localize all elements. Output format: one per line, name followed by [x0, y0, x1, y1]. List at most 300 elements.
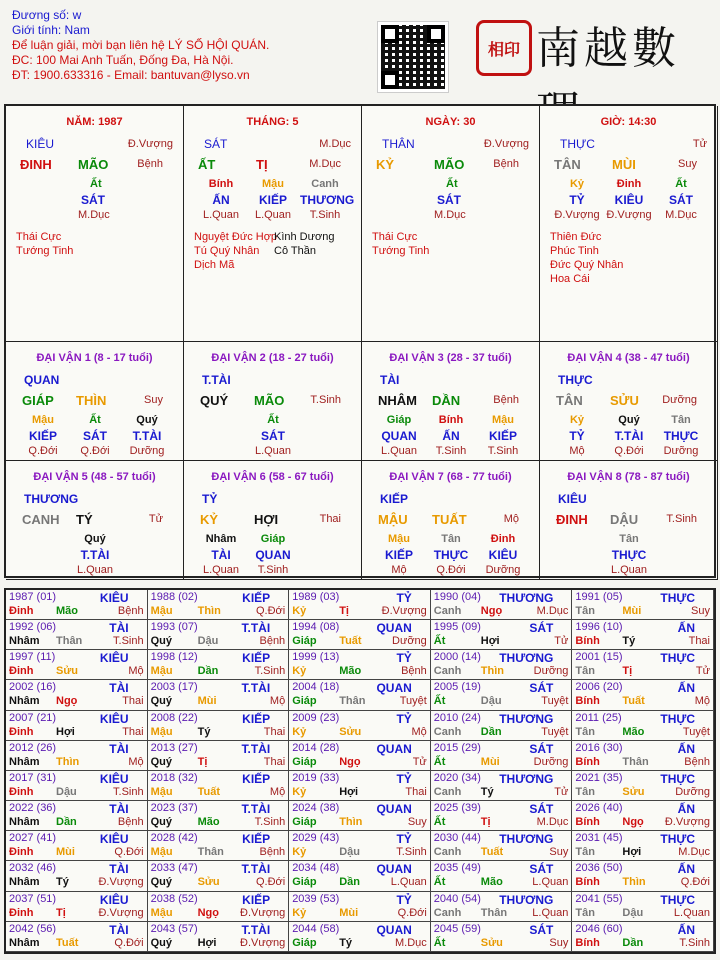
dai-van-hidden-can: Quý: [618, 414, 640, 426]
year-label: 1991 (05): [575, 591, 623, 603]
year-chi: Tị: [56, 906, 66, 919]
year-chi: Tuất: [622, 695, 645, 708]
year-label: 1994 (08): [292, 621, 340, 634]
header-info: [12, 8, 269, 83]
year-phase: T.Sinh: [679, 936, 710, 949]
year-god: QUAN: [376, 741, 412, 756]
year-phase: Dưỡng: [533, 755, 569, 768]
dai-van-6: [184, 461, 362, 580]
year-label: 2007 (21): [9, 711, 57, 724]
year-cell: [148, 680, 290, 710]
year-chi: Tị: [339, 605, 349, 617]
year-label: 2023 (37): [150, 802, 198, 815]
hidden-god: SÁT: [437, 193, 461, 207]
year-can: Canh: [433, 846, 462, 859]
dai-van-god: KIẾP: [380, 492, 409, 506]
year-label: 2020 (34): [433, 771, 481, 784]
year-god: T.TÀI: [241, 922, 271, 937]
hidden-can: Bính: [208, 178, 234, 190]
year-phase: Tử: [695, 665, 710, 678]
year-cell: [572, 831, 714, 861]
dai-van-can: ĐINH: [556, 512, 588, 527]
year-god: ẤN: [677, 802, 695, 817]
hidden-can: Ất: [675, 178, 687, 190]
dai-van-can: KỶ: [200, 512, 219, 527]
dai-van-chi: TÝ: [76, 512, 93, 527]
hidden-god: KIÊU: [614, 193, 644, 207]
year-can: Ất: [433, 755, 446, 768]
dai-van-hidden-phase: Dưỡng: [129, 445, 165, 457]
year-chi: Mùi: [480, 755, 500, 768]
year-can: Kỷ: [292, 846, 307, 859]
year-chi: Mùi: [56, 846, 75, 859]
calligraphy-logo: 南越數: [536, 23, 680, 74]
year-chi: Hợi: [480, 635, 500, 648]
year-phase: Thai: [122, 725, 144, 738]
year-god: TỶ: [396, 591, 412, 605]
pillar-title: NĂM: 1987: [66, 116, 123, 128]
pillar-phase-top: Tử: [692, 138, 707, 150]
year-god: KIẾP: [242, 771, 271, 786]
year-god: TỶ: [396, 832, 412, 847]
year-chi: Thân: [339, 695, 366, 708]
year-can: Giáp: [292, 755, 317, 768]
pillar-can: ĐINH: [20, 157, 52, 172]
year-can: Tân: [575, 665, 595, 678]
year-label: 2000 (14): [433, 651, 481, 664]
year-label: 1987 (01): [9, 591, 57, 603]
pillar-stars: Nguyệt Đức Hợp Tú Quý Nhân Dịch Mã: [194, 231, 278, 271]
year-chi: Tý: [339, 936, 353, 949]
year-god: ẤN: [677, 681, 695, 696]
pillar-ten-god: SÁT: [204, 137, 228, 151]
hidden-can: Kỷ: [569, 178, 585, 190]
dai-van-title: ĐẠI VẬN 3 (28 - 37 tuổi): [389, 352, 512, 364]
year-god: THỰC: [660, 711, 695, 726]
year-can: Bính: [575, 755, 600, 768]
year-cell: [148, 590, 290, 620]
year-phase: L.Quan: [390, 876, 427, 889]
year-god: TÀI: [109, 741, 129, 756]
year-phase: Bệnh: [117, 605, 144, 617]
year-label: 2001 (15): [575, 651, 623, 664]
dai-van-hidden-phase: Q.Đới: [614, 445, 644, 457]
year-label: 2040 (54): [433, 892, 481, 905]
pillar-phase-top: Đ.Vượng: [127, 138, 173, 150]
dai-van-hidden-phase: Q.Đới: [80, 445, 110, 457]
year-can: Mậu: [150, 785, 173, 798]
year-can: Mậu: [150, 906, 173, 919]
dai-van-hidden-phase: Mộ: [391, 564, 407, 576]
dai-van-hidden-can: Ất: [267, 414, 279, 426]
year-chi: Sửu: [622, 785, 645, 798]
year-label: 2030 (44): [433, 832, 481, 845]
dai-van-3: [362, 342, 540, 461]
year-phase: M.Dục: [536, 816, 569, 829]
pillar-chi: MÙI: [612, 157, 636, 172]
dai-van-god: THƯƠNG: [24, 492, 79, 506]
year-phase: Đ.Vượng: [381, 605, 427, 617]
hidden-phase: Đ.Vượng: [554, 209, 600, 221]
year-chi: Hợi: [56, 725, 75, 738]
year-chi: Thìn: [339, 816, 363, 829]
year-phase: Q.Đới: [255, 605, 286, 617]
pillar-title: NGÀY: 30: [425, 116, 476, 128]
year-can: Bính: [575, 816, 600, 829]
year-chi: Ngọ: [339, 755, 361, 768]
year-chi: Tị: [622, 665, 633, 678]
hidden-can: Canh: [311, 178, 339, 190]
year-chi: Tý: [622, 635, 636, 648]
year-label: 1990 (04): [433, 591, 481, 603]
dai-van-hidden-god: TÀI: [211, 548, 231, 562]
year-phase: Dưỡng: [392, 635, 427, 648]
year-cell: [6, 771, 148, 801]
year-chi: Thìn: [56, 755, 80, 768]
year-label: 2008 (22): [150, 711, 198, 724]
pillar-stars: Thái Cực Tướng Tinh: [372, 231, 430, 257]
year-can: Quý: [150, 816, 172, 829]
year-can: Giáp: [292, 695, 317, 708]
hidden-can: Mậu: [262, 178, 284, 190]
dai-van-hidden-phase: L.Quan: [254, 445, 292, 457]
year-phase: L.Quan: [673, 906, 710, 919]
year-phase: L.Quan: [532, 876, 569, 889]
year-god: ẤN: [677, 621, 695, 636]
year-phase: M.Dục: [678, 846, 710, 859]
year-can: Quý: [150, 936, 172, 949]
year-can: Canh: [433, 665, 462, 678]
year-label: 2028 (42): [150, 832, 198, 845]
year-label: 2036 (50): [575, 862, 623, 875]
year-chi: Ngọ: [622, 816, 644, 829]
year-can: Đinh: [9, 605, 34, 617]
dai-van-title: ĐẠI VẬN 1 (8 - 17 tuổi): [36, 352, 153, 364]
year-phase: T.Sinh: [254, 816, 286, 829]
year-god: T.TÀI: [241, 621, 271, 636]
year-god: QUAN: [376, 621, 412, 636]
year-phase: Mộ: [128, 665, 144, 678]
year-phase: Suy: [549, 846, 569, 859]
year-label: 2018 (32): [150, 771, 198, 784]
pillar-2: [184, 106, 362, 342]
pillar-phase: M.Dục: [309, 158, 341, 170]
year-chi: Thân: [622, 755, 649, 768]
year-label: 2041 (55): [575, 892, 623, 905]
gender: Giới tính: Nam: [12, 23, 90, 37]
year-label: 2035 (49): [433, 862, 481, 875]
dai-van-phase: Thai: [319, 513, 341, 525]
year-cell: [572, 861, 714, 891]
dai-van-5: [6, 461, 184, 580]
year-chi: Dần: [622, 936, 644, 949]
year-chi: Sửu: [339, 725, 362, 738]
year-cell: [431, 680, 573, 710]
year-cell: [148, 831, 290, 861]
year-cell: [6, 620, 148, 650]
year-label: 2011 (25): [575, 711, 622, 724]
year-god: THƯƠNG: [499, 651, 554, 666]
year-god: KIẾP: [242, 711, 271, 726]
year-can: Canh: [433, 605, 462, 617]
dai-van-title: ĐẠI VẬN 7 (68 - 77 tuổi): [389, 471, 512, 483]
year-label: 2034 (48): [292, 862, 340, 875]
year-cell: [6, 590, 148, 620]
year-phase: Mộ: [411, 725, 427, 738]
year-can: Kỷ: [292, 605, 307, 617]
year-chi: Hợi: [197, 936, 217, 949]
pillar-phase-top: M.Dục: [319, 138, 351, 150]
dai-van-7: [362, 461, 540, 580]
year-label: 2042 (56): [9, 922, 57, 935]
year-cell: [572, 741, 714, 771]
year-chi: Dậu: [480, 695, 502, 708]
year-chi: Hợi: [622, 846, 642, 859]
pillar-title: THÁNG: 5: [246, 116, 299, 128]
year-label: 2005 (19): [433, 681, 481, 694]
year-chi: Mão: [339, 665, 362, 678]
dai-van-title: ĐẠI VẬN 5 (48 - 57 tuổi): [33, 471, 156, 483]
year-cell: [572, 771, 714, 801]
year-label: 2022 (36): [9, 802, 57, 815]
dai-van-hidden-phase: Mộ: [569, 445, 585, 457]
year-chi: Sửu: [56, 665, 79, 678]
year-chi: Dần: [480, 725, 502, 738]
year-cell: [289, 771, 431, 801]
year-god: SÁT: [529, 862, 554, 877]
year-phase: Tử: [554, 635, 569, 648]
dai-van-title: ĐẠI VẬN 8 (78 - 87 tuổi): [567, 471, 690, 483]
year-label: 2004 (18): [292, 681, 340, 694]
year-god: KIÊU: [99, 651, 129, 666]
contact-line: Để luận giải, mời bạn liên hệ LÝ SỐ HỘI QUÁN.: [12, 38, 270, 52]
year-cell: [6, 801, 148, 831]
year-phase: Q.Đới: [255, 876, 286, 889]
pillar-title: GIỜ: 14:30: [600, 116, 657, 128]
dai-van-can: CANH: [22, 512, 60, 527]
year-god: THƯƠNG: [499, 711, 554, 726]
year-phase: T.Sinh: [113, 635, 144, 648]
year-cell: [289, 680, 431, 710]
hidden-phase: L.Quan: [202, 209, 240, 221]
year-label: 2015 (29): [433, 741, 481, 754]
year-chi: Thân: [56, 635, 83, 648]
hidden-can: Ất: [446, 178, 458, 190]
hidden-phase: T.Sinh: [309, 209, 341, 221]
year-can: Ất: [433, 936, 446, 949]
year-god: TÀI: [109, 922, 129, 937]
pillar-phase: Suy: [678, 158, 697, 170]
dai-van-phase: Suy: [144, 394, 163, 406]
dai-van-4: [540, 342, 718, 461]
year-label: 1993 (07): [150, 621, 198, 634]
year-label: 2031 (45): [575, 832, 623, 845]
year-can: Ất: [433, 635, 446, 648]
year-label: 2037 (51): [9, 892, 57, 905]
year-phase: Q.Đới: [680, 876, 710, 889]
year-chi: Dần: [56, 816, 77, 829]
dai-van-can: NHÂM: [378, 393, 417, 408]
year-chi: Thân: [480, 906, 508, 919]
year-table: [4, 588, 716, 954]
year-phase: Thai: [405, 785, 427, 798]
year-chi: Tị: [197, 755, 208, 768]
dai-van-hidden-can: Ất: [89, 414, 101, 426]
dai-van-god: TÀI: [380, 373, 400, 387]
year-can: Canh: [433, 725, 462, 738]
dai-van-hidden-phase: L.Quan: [76, 564, 114, 576]
year-cell: [289, 650, 431, 680]
year-cell: [431, 801, 573, 831]
year-phase: Mộ: [269, 785, 286, 798]
year-cell: [572, 711, 714, 741]
year-can: Tân: [575, 725, 595, 738]
year-cell: [148, 922, 290, 952]
year-can: Giáp: [292, 936, 317, 949]
year-god: TÀI: [109, 681, 129, 696]
year-cell: [148, 892, 290, 922]
chart-grid: [4, 104, 716, 578]
year-can: Mậu: [150, 725, 173, 738]
year-can: Đinh: [9, 785, 34, 798]
year-cell: [6, 831, 148, 861]
dai-van-hidden-phase: L.Quan: [610, 564, 648, 576]
pillar-chi: MÃO: [78, 157, 109, 172]
year-phase: T.Sinh: [113, 785, 144, 798]
year-chi: Sửu: [480, 936, 503, 949]
dai-van-can: QUÝ: [200, 393, 229, 408]
hidden-phase: M.Dục: [78, 209, 110, 221]
dai-van-8: [540, 461, 718, 580]
year-can: Bính: [575, 876, 600, 889]
dai-van-phase: Mộ: [503, 513, 519, 525]
year-chi: Tuất: [197, 785, 220, 798]
year-cell: [148, 741, 290, 771]
hidden-phase: L.Quan: [254, 209, 292, 221]
pillar-can: TÂN: [554, 157, 581, 172]
year-cell: [431, 892, 573, 922]
year-label: 1997 (11): [9, 651, 56, 664]
year-god: ẤN: [677, 741, 695, 756]
year-god: THƯƠNG: [499, 771, 554, 786]
year-phase: Bệnh: [117, 816, 144, 829]
owner-name: Đương số: w: [12, 8, 82, 22]
year-god: THỰC: [660, 892, 695, 907]
year-god: SÁT: [529, 922, 554, 937]
pillar-3: [362, 106, 540, 342]
year-god: KIÊU: [99, 832, 129, 847]
year-cell: [572, 620, 714, 650]
dai-van-hidden-god: THỰC: [611, 548, 647, 562]
year-god: KIÊU: [99, 711, 129, 726]
dai-van-hidden-can: Tân: [671, 414, 691, 426]
year-can: Tân: [575, 846, 595, 859]
year-can: Kỷ: [292, 725, 307, 738]
year-label: 1998 (12): [150, 651, 198, 664]
year-cell: [289, 801, 431, 831]
year-phase: Tuyệt: [541, 695, 569, 708]
year-chi: Thìn: [480, 665, 505, 678]
year-chi: Dậu: [197, 635, 219, 648]
year-can: Bính: [575, 695, 600, 708]
year-god: TỶ: [396, 771, 412, 786]
year-god: THỰC: [660, 651, 695, 666]
year-god: KIÊU: [99, 892, 129, 907]
year-god: ẤN: [677, 862, 695, 877]
year-can: Kỷ: [292, 665, 307, 678]
year-cell: [431, 711, 573, 741]
dai-van-hidden-phase: Dưỡng: [663, 445, 699, 457]
year-god: SÁT: [529, 741, 554, 756]
pillar-phase-top: Đ.Vượng: [483, 138, 529, 150]
pillar-stars-2: Kình Dương Cô Thần: [274, 231, 335, 257]
dai-van-can: TÂN: [556, 393, 583, 408]
qr-code[interactable]: [378, 22, 448, 92]
year-god: KIẾP: [242, 892, 271, 907]
dai-van-hidden-phase: Q.Đới: [436, 564, 466, 576]
year-label: 2044 (58): [292, 922, 340, 935]
year-chi: Sửu: [197, 876, 220, 889]
year-cell: [289, 861, 431, 891]
year-can: Bính: [575, 635, 600, 648]
year-phase: Đ.Vượng: [98, 906, 144, 919]
dai-van-hidden-god: T.TÀI: [614, 429, 644, 443]
year-god: TÀI: [109, 862, 129, 877]
year-phase: Mộ: [694, 695, 710, 708]
pillar-4: [540, 106, 718, 342]
year-chi: Tý: [197, 725, 211, 738]
year-can: Đinh: [9, 665, 34, 678]
year-cell: [289, 922, 431, 952]
dai-van-title: ĐẠI VẬN 4 (38 - 47 tuổi): [567, 352, 690, 364]
year-phase: Tuyệt: [682, 725, 710, 738]
year-cell: [289, 711, 431, 741]
year-label: 2033 (47): [150, 862, 198, 875]
year-chi: Mão: [622, 725, 645, 738]
year-chi: Ngọ: [197, 906, 219, 919]
dai-van-hidden-god: TỶ: [569, 429, 585, 443]
year-chi: Mão: [56, 605, 78, 617]
year-cell: [431, 922, 573, 952]
year-can: Quý: [150, 695, 172, 708]
dai-van-2: [184, 342, 362, 461]
year-cell: [6, 741, 148, 771]
year-god: KIẾP: [242, 651, 271, 666]
year-can: Nhâm: [9, 695, 40, 708]
dai-van-hidden-phase: T.Sinh: [487, 445, 519, 457]
dai-van-hidden-phase: L.Quan: [202, 564, 240, 576]
year-can: Tân: [575, 785, 595, 798]
year-god: KIÊU: [99, 591, 129, 605]
dai-van-phase: T.Sinh: [310, 394, 341, 406]
dai-van-hidden-god: KIẾP: [384, 548, 413, 562]
pillar-ten-god: KIÊU: [26, 137, 55, 151]
year-god: KIẾP: [242, 591, 271, 605]
dai-van-god: THỰC: [558, 373, 593, 387]
year-can: Ất: [433, 695, 446, 708]
dai-van-hidden-god: T.TÀI: [80, 548, 110, 562]
year-can: Giáp: [292, 816, 317, 829]
year-label: 2029 (43): [292, 832, 340, 845]
year-can: Đinh: [9, 846, 34, 859]
year-label: 1989 (03): [292, 591, 340, 603]
year-god: THỰC: [660, 591, 695, 605]
year-god: SÁT: [529, 681, 554, 696]
year-phase: Dưỡng: [533, 665, 569, 678]
dai-van-hidden-god: T.TÀI: [132, 429, 162, 443]
year-cell: [289, 741, 431, 771]
year-can: Kỷ: [292, 906, 307, 919]
